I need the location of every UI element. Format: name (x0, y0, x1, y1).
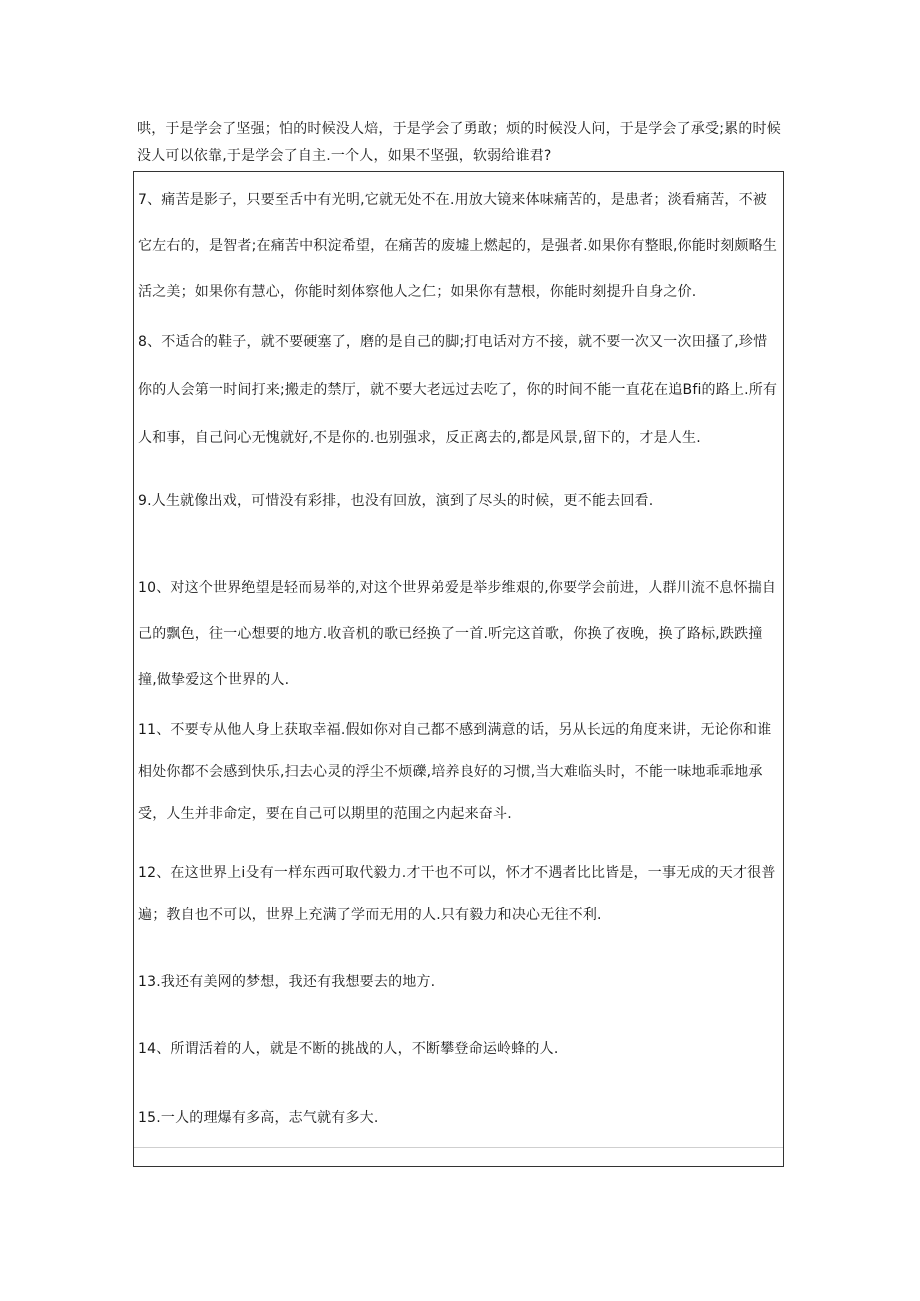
quote-13: 13.我还有美网的梦想，我还有我想要去的地方. (138, 974, 436, 990)
quote-9: 9.人生就像出戏，可惜没有彩排，也没有回放，演到了尽头的时候，更不能去回看. (138, 493, 654, 509)
quote-7: 7、痛苦是影子，只要至舌中有光明,它就无处不在.用放大镜来体味痛苦的，是患者；淡看痛苦，不被它左右的，是智者;在痛苦中积淀希望，在痛苦的废墟上燃起的，是强者.如果你有整眼,你能时刻颇略生活之美；如果你有慧心，你能时刻体察他人之仁；如果你有慧根，你能时刻提升自身之价. (138, 192, 778, 300)
quote-8: 8、不适合的鞋子，就不要硬塞了，磨的是自己的脚;打电话对方不接，就不要一次又一次田搔了,珍惜你的人会第一时间打来;搬走的禁厅，就不要大老远过去吃了，你的时间不能一直花在追Bfi的路上.所有人和事，自己问心无愧就好,不是你的.也别强求，反正离去的,都是风景,留下的，才是人生. (138, 334, 778, 446)
quote-10: 10、对这个世界绝望是轻而易举的,对这个世界弟爱是举步维艰的,你要学会前进，人群川流不息怀揣自己的飘色，往一心想要的地方.收音机的歌已经换了一首.听完这首歌，你换了夜晚，换了路标,跌跌撞撞,做挚爱这个世界的人. (138, 580, 777, 688)
quote-14: 14、所谓活着的人，就是不断的挑战的人，不断攀登命运岭蜂的人. (138, 1041, 559, 1057)
quote-15: 15.一人的理爆有多高，志气就有多大. (138, 1110, 379, 1126)
quote-11: 11、不要专从他人身上获取幸福.假如你对自己都不感到满意的话，另从长远的角度来讲，无论你和谁相处你都不会感到快乐,扫去心灵的浮尘不烦礫,培养良好的习惯,当大难临头时，不能一味地乖乖地承受，人生并非命定，要在自己可以期里的范围之内起来奋斗. (138, 722, 772, 822)
quote-box (133, 171, 784, 1167)
bottom-divider (134, 1147, 783, 1148)
intro-paragraph: 哄，于是学会了坚强；怕的时候没人焙，于是学会了勇敢；烦的时候没人问，于是学会了承受;累的时候没人可以依靠,于是学会了自主.一个人，如果不坚强，软弱给谁君? (137, 121, 781, 164)
quote-12: 12、在这世界上i殳有一样东西可取代毅力.才干也不可以，怀才不遇者比比皆是，一事无成的天才很普遍；教自也不可以，世界上充满了学而无用的人.只有毅力和决心无往不利. (138, 865, 776, 923)
